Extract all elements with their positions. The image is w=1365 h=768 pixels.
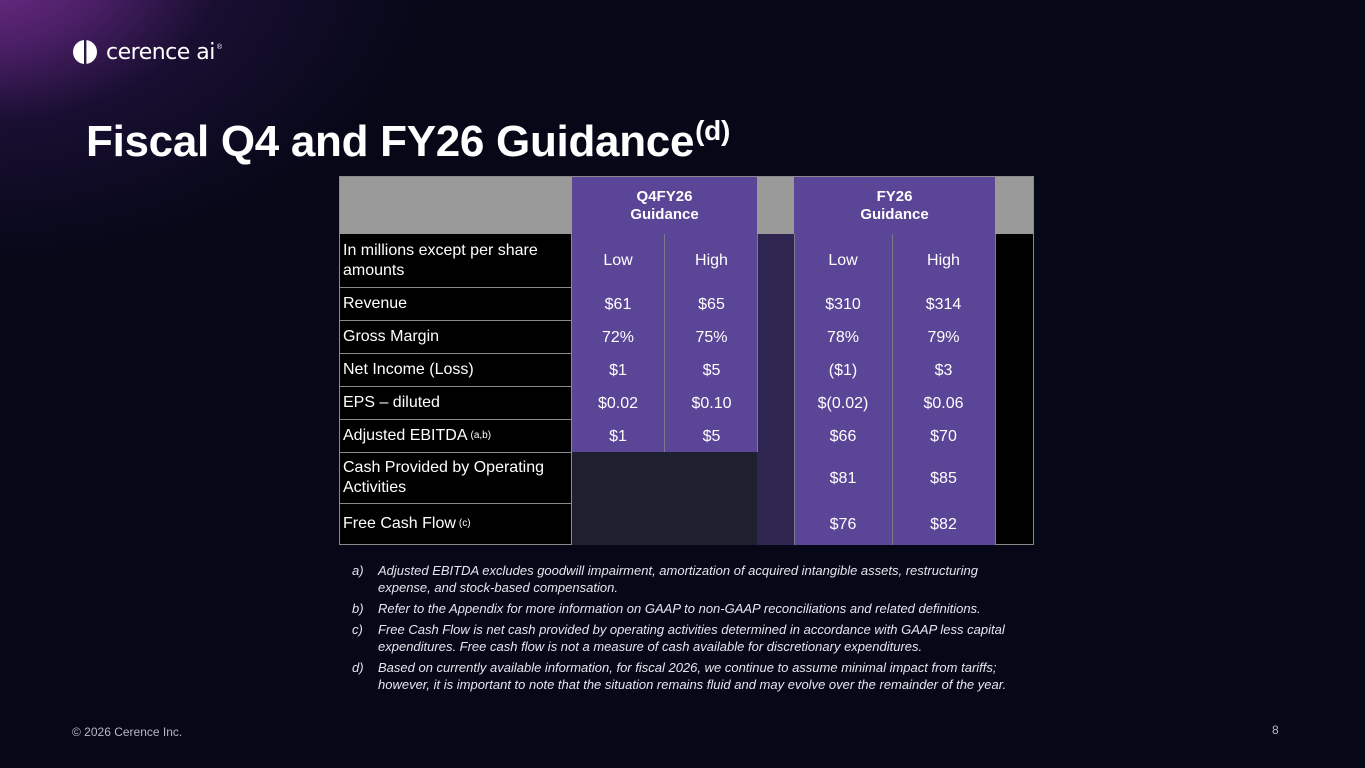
header-band-right <box>995 177 1033 234</box>
footnote-text: Adjusted EBITDA excludes goodwill impairment, amortization of acquired intangible assets, restructuring expense, and stock-based compensation. <box>378 563 978 595</box>
table-cell-value: $81 <box>829 469 857 487</box>
table-cell-value: 79% <box>927 328 960 346</box>
table-cell <box>572 288 664 321</box>
table-cell <box>892 504 995 545</box>
footnote-text: Free Cash Flow is net cash provided by operating activities determined in accordance with GAAP less capital expenditures. Free cash flow is not a measure of cash available for discretionary expenditures. <box>378 622 1005 654</box>
table-cell-value: $3 <box>934 361 953 379</box>
subheader-label-text: In millions except per share amounts <box>343 241 538 279</box>
table-cell <box>794 321 892 354</box>
table-cell-value: $1 <box>609 361 627 379</box>
table-cell-value: $85 <box>930 469 957 487</box>
table-cell-value: $82 <box>930 515 957 533</box>
table-cell <box>572 354 664 387</box>
subheader-fy-low <box>794 234 892 288</box>
subheader-fy-high-text: High <box>927 252 960 269</box>
row-divider <box>340 320 572 321</box>
subheader-label <box>340 234 572 288</box>
table-cell <box>666 504 757 545</box>
q4-guidance-header-text: Q4FY26 Guidance <box>630 187 699 223</box>
table-row-label <box>340 504 572 545</box>
table-cell <box>892 420 995 453</box>
row-label-superscript: (c) <box>458 518 471 529</box>
row-divider <box>340 287 572 288</box>
q4-guidance-header <box>572 177 757 234</box>
table-cell-value: $1 <box>609 427 627 445</box>
table-cell <box>892 354 995 387</box>
footnote-text: Based on currently available information, for fiscal 2026, we continue to assume minimal impact from tariffs; however, it is important to note that the situation remains fluid and may evolve over the remainder of the year. <box>378 660 1007 692</box>
separator-fy <box>892 234 893 545</box>
row-divider <box>340 386 572 387</box>
table-cell-value: $0.10 <box>691 394 732 412</box>
page-number: 8 <box>1272 723 1279 737</box>
subheader-q4-low-text: Low <box>603 252 633 269</box>
fy26-guidance-header-text: FY26 Guidance <box>860 187 929 223</box>
table-cell-value: $65 <box>698 295 725 313</box>
table-cell-value: ($1) <box>828 361 858 379</box>
table-cell-value: $5 <box>702 427 721 445</box>
footnote-text: Refer to the Appendix for more information on GAAP to non-GAAP reconciliations and related definitions. <box>378 601 981 616</box>
table-cell-value: $66 <box>829 427 857 445</box>
row-label-superscript: (a,b) <box>470 430 492 441</box>
footnote-key: b) <box>352 601 364 616</box>
row-label-text: Revenue <box>343 295 408 312</box>
gap-column <box>757 234 794 545</box>
cerence-logo <box>72 38 222 66</box>
table-row-label <box>340 354 572 387</box>
separator-label <box>571 234 572 545</box>
footnote-key: d) <box>352 660 364 675</box>
table-row-label <box>340 387 572 420</box>
table-cell-value: 72% <box>601 328 635 346</box>
row-label-text: Net Income (Loss) <box>343 361 474 378</box>
table-cell <box>794 354 892 387</box>
table-cell <box>572 420 664 453</box>
table-cell <box>892 288 995 321</box>
cerence-logo-icon <box>72 39 98 65</box>
table-cell-value: 78% <box>826 328 860 346</box>
page-title-text: Fiscal Q4 and FY26 Guidance <box>86 117 695 166</box>
table-cell <box>794 387 892 420</box>
separator-q4-right <box>757 234 758 452</box>
table-cell <box>892 321 995 354</box>
subheader-fy-high <box>892 234 995 288</box>
table-cell-value: $61 <box>604 295 632 313</box>
row-label-text: Free Cash Flow <box>343 515 456 532</box>
table-cell-value: 75% <box>695 328 728 346</box>
subheader-q4-high-text: High <box>695 252 728 269</box>
row-label-text: EPS – diluted <box>343 394 440 411</box>
table-cell-value: $70 <box>930 427 957 445</box>
header-band-left <box>340 177 572 234</box>
table-cell-value: $(0.02) <box>817 394 869 412</box>
guidance-table <box>339 176 1034 545</box>
table-cell <box>572 321 664 354</box>
table-cell <box>794 288 892 321</box>
row-label-text: Gross Margin <box>343 328 440 345</box>
table-cell-value: $5 <box>702 361 721 379</box>
page-title <box>86 104 730 169</box>
fy26-guidance-header <box>794 177 995 234</box>
header-band-gap <box>757 177 794 234</box>
table-cell <box>666 288 757 321</box>
footnote-key: c) <box>352 622 363 637</box>
row-label-text: Cash Provided by Operating Activities <box>343 459 544 496</box>
table-cell-value: $76 <box>829 515 857 533</box>
separator-fy-right <box>995 234 996 545</box>
table-cell-value: $0.06 <box>923 394 964 412</box>
table-row-label <box>340 453 572 504</box>
page-title-superscript: (d) <box>695 115 730 146</box>
subheader-q4-high <box>666 234 757 288</box>
table-cell <box>892 387 995 420</box>
logo-trademark: ® <box>216 43 223 51</box>
separator-q4 <box>664 234 665 452</box>
footnotes <box>352 562 1012 697</box>
footnote-key: a) <box>352 563 364 578</box>
row-divider <box>340 353 572 354</box>
table-cell <box>794 420 892 453</box>
logo-text: cerence ai <box>106 39 215 65</box>
footnote <box>352 562 1012 596</box>
table-cell-value: $314 <box>925 295 962 313</box>
table-row-label <box>340 288 572 321</box>
table-cell <box>666 453 757 504</box>
footnote <box>352 659 1012 693</box>
footnote <box>352 600 1012 617</box>
table-cell-value: $0.02 <box>597 394 639 412</box>
table-row-label <box>340 321 572 354</box>
table-cell-value: $310 <box>825 295 861 313</box>
table-cell <box>572 387 664 420</box>
table-cell <box>666 354 757 387</box>
table-cell <box>572 504 664 545</box>
table-cell <box>666 420 757 453</box>
subheader-fy-low-text: Low <box>828 252 858 269</box>
separator-fy-left <box>794 234 795 545</box>
footnote <box>352 621 1012 655</box>
table-cell <box>892 453 995 504</box>
table-cell <box>794 504 892 545</box>
table-row-label <box>340 420 572 453</box>
table-cell <box>572 453 664 504</box>
copyright: © 2026 Cerence Inc. <box>72 725 183 739</box>
table-cell <box>666 387 757 420</box>
row-label-text: Adjusted EBITDA <box>343 427 468 444</box>
table-cell <box>666 321 757 354</box>
table-cell <box>794 453 892 504</box>
subheader-q4-low <box>572 234 664 288</box>
